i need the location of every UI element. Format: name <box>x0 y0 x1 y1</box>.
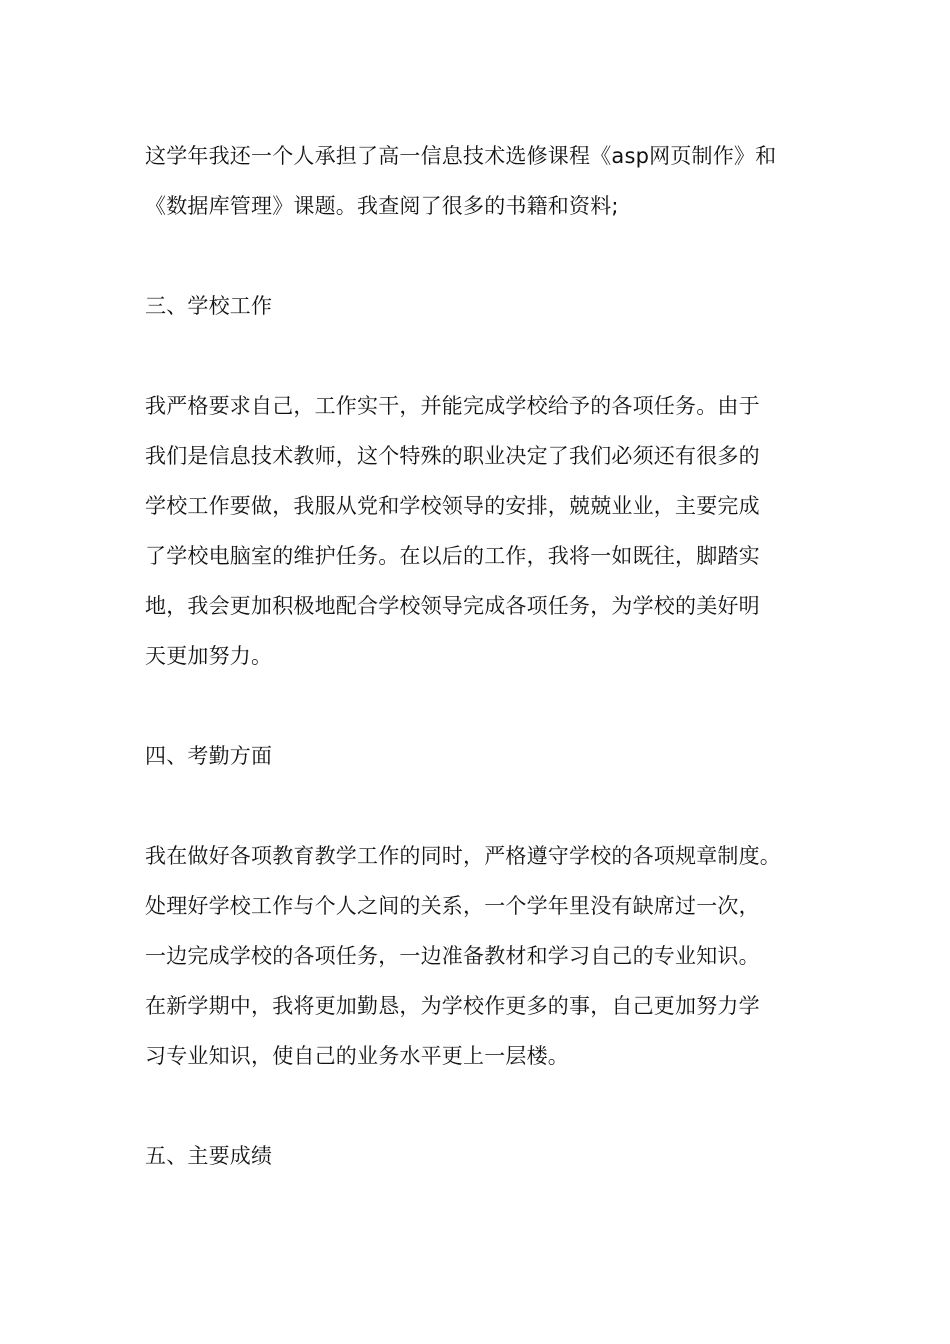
text-line: 了学校电脑室的维护任务。在以后的工作，我将一如既往，脚踏实 <box>145 544 760 568</box>
heading-school-work <box>145 281 845 331</box>
text-line: 一边完成学校的各项任务，一边准备教材和学习自己的专业知识。 <box>145 944 760 968</box>
heading-main-achievements <box>145 1131 845 1181</box>
section-heading: 五、主要成绩 <box>145 1144 273 1168</box>
text-line: 我严格要求自己，工作实干，并能完成学校给予的各项任务。由于 <box>145 394 760 418</box>
text-line: 地，我会更加积极地配合学校领导完成各项任务，为学校的美好明 <box>145 594 760 618</box>
text-line: 我在做好各项教育教学工作的同时，严格遵守学校的各项规章制度。 <box>145 844 781 868</box>
paragraph-attendance <box>145 831 845 1081</box>
text-line: 这学年我还一个人承担了高一信息技术选修课程《asp网页制作》和 <box>145 144 777 168</box>
section-heading: 四、考勤方面 <box>145 744 273 768</box>
text-line: 《数据库管理》课题。我查阅了很多的书籍和资料; <box>145 194 619 218</box>
text-line: 我们是信息技术教师，这个特殊的职业决定了我们必须还有很多的 <box>145 444 760 468</box>
heading-attendance <box>145 731 845 781</box>
text-line: 习专业知识，使自己的业务水平更上一层楼。 <box>145 1044 569 1068</box>
section-heading: 三、学校工作 <box>145 294 273 318</box>
document-body <box>145 131 845 1181</box>
paragraph-school-work <box>145 381 845 681</box>
text-line: 学校工作要做，我服从党和学校领导的安排，兢兢业业，主要完成 <box>145 494 760 518</box>
paragraph-elective-courses <box>145 131 845 231</box>
text-line: 处理好学校工作与个人之间的关系，一个学年里没有缺席过一次， <box>145 894 760 918</box>
text-line: 天更加努力。 <box>145 644 273 668</box>
text-line: 在新学期中，我将更加勤恳，为学校作更多的事，自己更加努力学 <box>145 994 760 1018</box>
